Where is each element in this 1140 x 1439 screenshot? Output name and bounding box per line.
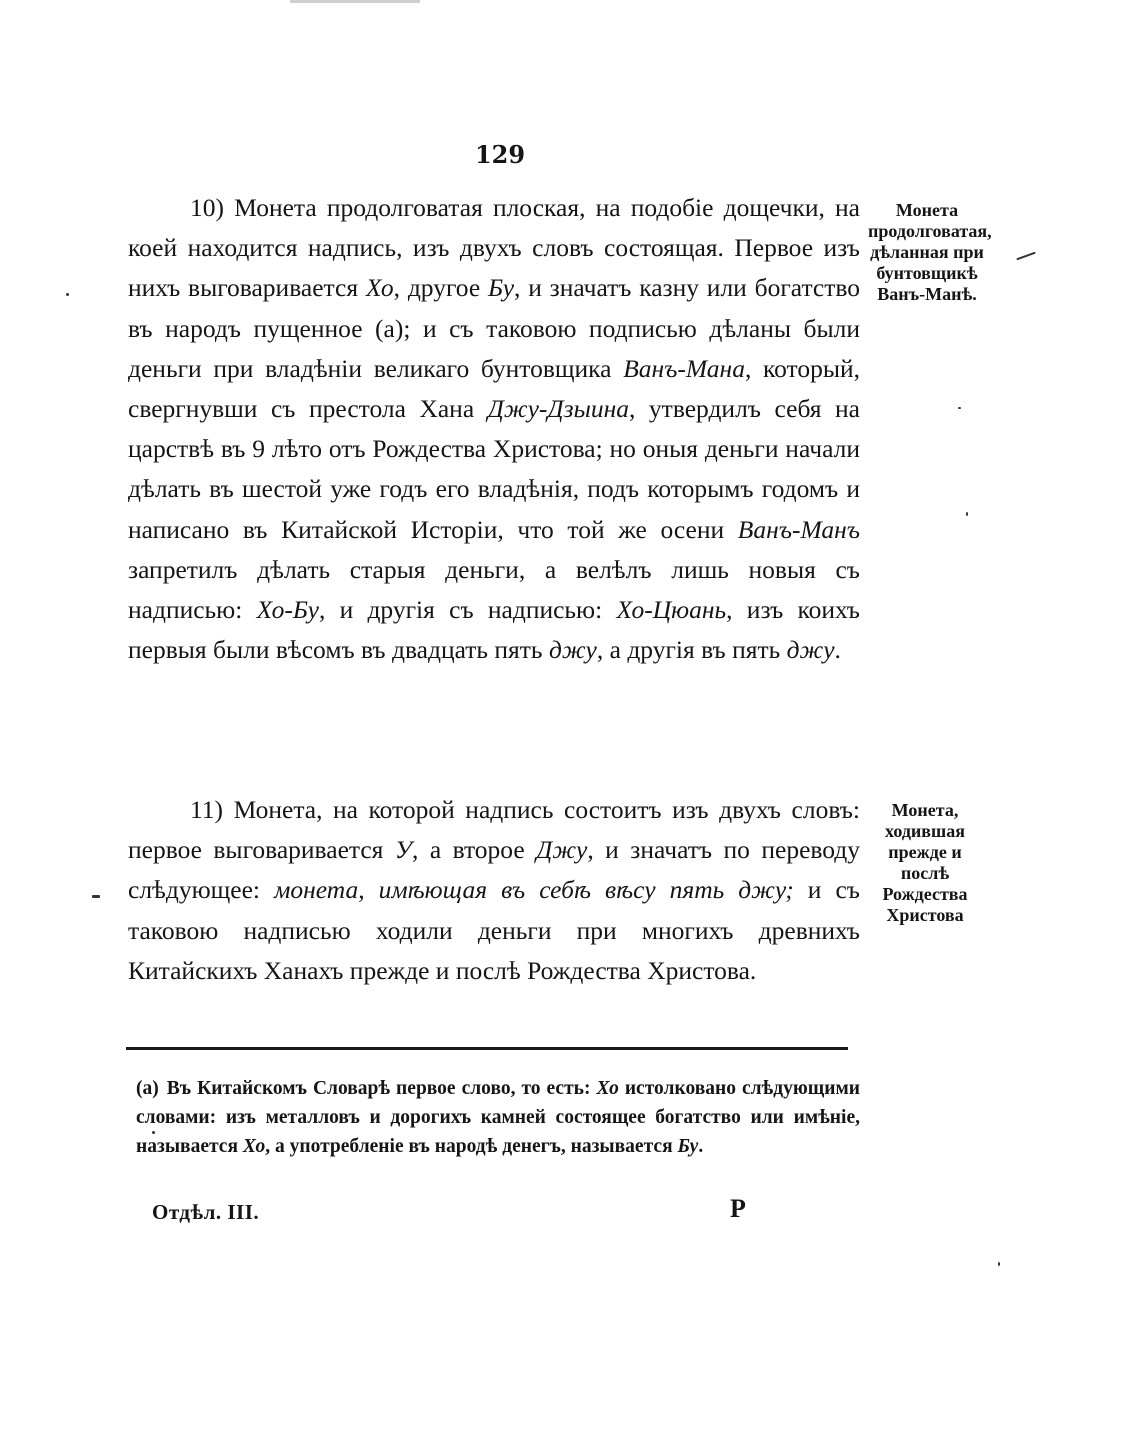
paragraph-11 — [128, 790, 860, 991]
text-run: Монета, на которой надпись состоитъ изъ двухъ словъ: первое выговаривается — [128, 795, 861, 865]
scan-edge-mark — [290, 0, 420, 3]
paragraph-text — [128, 188, 860, 670]
text-run: , изъ коихъ первыя были вѣсомъ въ двадцать пять — [128, 595, 860, 665]
text-run: , другое — [393, 273, 488, 303]
paragraph-marker: 10) — [190, 193, 224, 222]
text-run: и съ таковою надписью ходили деньги при многихъ древнихъ Китайскихъ Ханахъ прежде и послѣ Рождества Христова. — [128, 875, 860, 985]
text-run: Въ Китайскомъ Словарѣ первое слово, то есть: — [166, 1078, 597, 1099]
italic-term: монета, имѣющая въ себѣ вѣсу пять джу; — [274, 875, 794, 905]
scan-speck — [958, 407, 961, 409]
text-run: , а употребленіе въ народѣ денегъ, называется — [265, 1136, 678, 1157]
text-run: запретилъ дѣлать старыя деньги, а велѣлъ лишь новыя съ надписью: — [128, 554, 860, 625]
side-note-2: Монета, ходившая прежде и послѣ Рождества Христова — [882, 800, 968, 925]
text-run: истолковано слѣдующими словами: изъ металловъ и дорогихъ камней состоящее богатство или имѣніе, называется — [136, 1078, 860, 1157]
text-run: , и значатъ казну или богатство въ народъ пущенное (а); и съ таковою подписью дѣланы были деньги при владѣніи великаго бунтовщика — [128, 273, 860, 383]
section-signature: Отдѣл. III. — [152, 1200, 260, 1224]
paragraph-10 — [128, 188, 860, 670]
footnote — [136, 1074, 860, 1161]
footnote-marker: (а) — [136, 1078, 159, 1099]
scan-speck — [152, 1131, 155, 1134]
scan-speck — [66, 293, 69, 296]
scan-speck — [966, 512, 968, 516]
page-number: 129 — [474, 140, 526, 169]
scan-speck — [92, 895, 100, 898]
footnote-text — [136, 1078, 860, 1157]
italic-term: Хо — [365, 273, 394, 303]
italic-term: У — [394, 835, 413, 865]
text-run: , а другія въ пять — [596, 635, 787, 665]
text-run: , а второе — [412, 835, 537, 865]
text-run: Монета продолговатая плоская, на подобіе дощечки, на коей находится надпись, изъ двухъ словъ состоящая. Первое изъ нихъ выговаривается — [128, 193, 860, 303]
italic-term: Хо-Цюань — [616, 595, 727, 625]
italic-term: Ванъ-Мана — [623, 353, 745, 383]
paragraph-marker: 11) — [190, 795, 224, 824]
italic-term: джу — [548, 635, 597, 665]
footnote-divider — [126, 1047, 848, 1050]
italic-term: Хо — [596, 1078, 619, 1099]
italic-term: Ванъ-Манъ — [737, 514, 860, 544]
text-run: , утвердилъ себя на царствѣ въ 9 лѣто отъ Рождества Христова; но оныя деньги начали дѣлать въ шестой уже годъ его владѣнія, подъ которымъ годомъ и написано въ Китайской Исторіи, что той же осени — [128, 394, 860, 544]
italic-term: Хо — [242, 1136, 266, 1157]
text-run: , и другія съ надписью: — [318, 595, 617, 625]
italic-term: Джу-Дзыина — [487, 394, 630, 424]
sheet-mark: Р — [730, 1194, 746, 1223]
text-run: , который, свергнувши съ престола Хана — [128, 353, 860, 424]
scan-speck — [998, 1262, 1000, 1266]
text-run: , и значатъ по переводу слѣдующее: — [128, 835, 860, 905]
italic-term: Бу — [487, 273, 515, 303]
paragraph-text — [128, 790, 860, 991]
side-note-1: Монета продолговатая, дѣланная при бунтовщикѣ Ванъ-Манѣ. — [868, 200, 992, 304]
italic-term: Джу — [536, 835, 588, 865]
text-run: . — [698, 1136, 704, 1157]
italic-term: Бу — [677, 1136, 699, 1157]
italic-term: Хо-Бу — [256, 595, 319, 625]
scan-speck — [1016, 252, 1035, 261]
italic-term: джу — [786, 635, 835, 665]
text-run: . — [834, 635, 841, 665]
